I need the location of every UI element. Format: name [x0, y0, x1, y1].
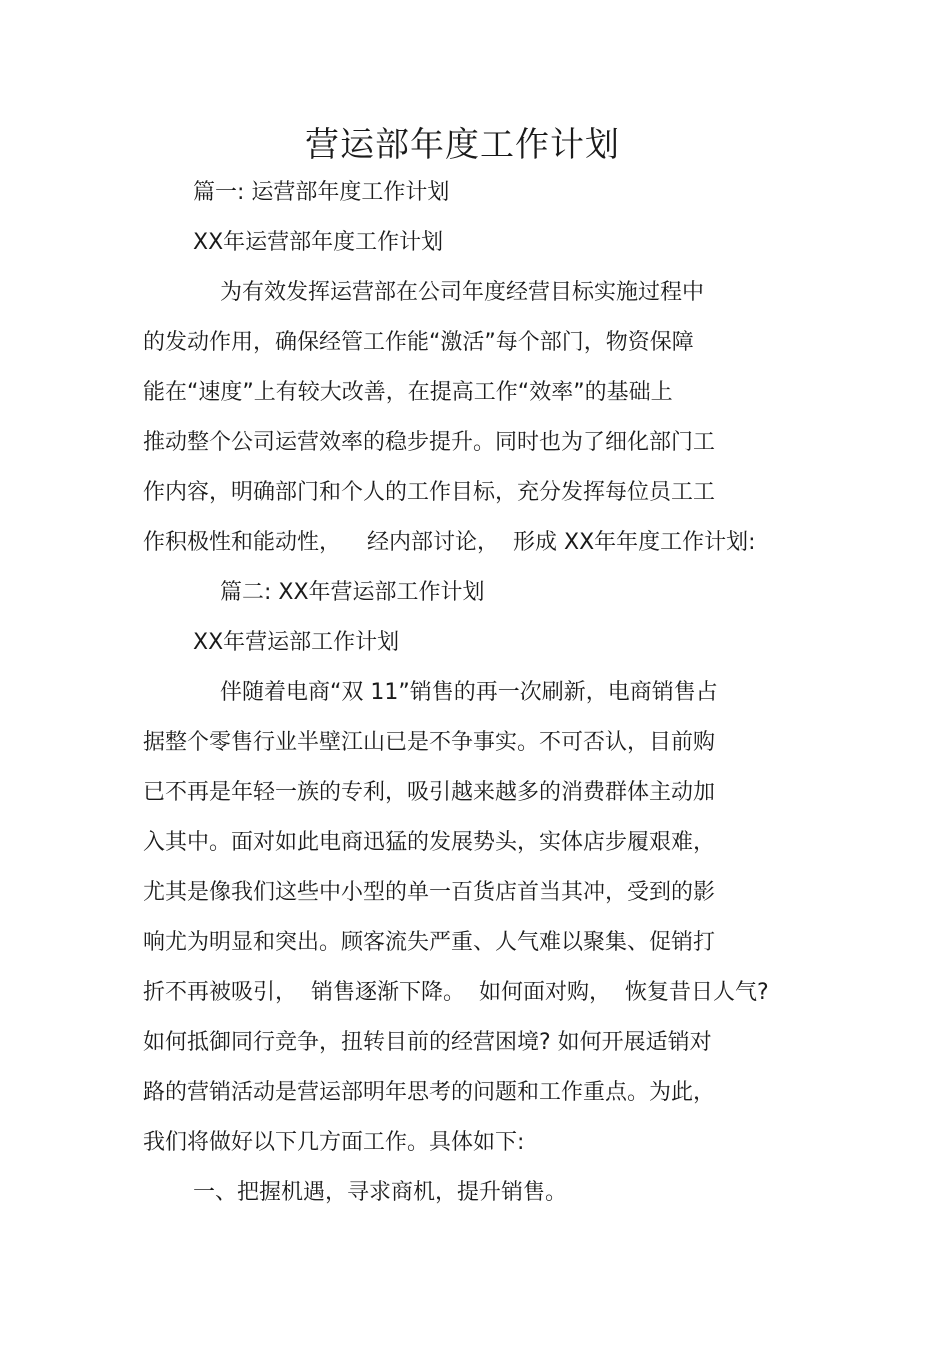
paragraph-line: 能在“速度”上有较大改善，在提高工作“效率”的基础上: [143, 380, 673, 405]
paragraph-line: 据整个零售行业半壁江山已是不争事实。不可否认，目前购: [143, 730, 716, 755]
section-heading-2: 篇二: XX年营运部工作计划: [220, 580, 485, 605]
text-segment: 如何面对购，: [479, 980, 612, 1005]
paragraph-line: [143, 978, 769, 1008]
paragraph-line: 伴随着电商“双 11”销售的再一次刷新，电商销售占: [220, 680, 718, 705]
subheading-1: XX年运营部年度工作计划: [193, 230, 444, 255]
paragraph-line: 我们将做好以下几方面工作。具体如下:: [143, 1130, 525, 1155]
document-title: 营运部年度工作计划: [305, 125, 620, 165]
text-segment: 折不再被吸引，: [143, 980, 298, 1005]
paragraph-line: 的发动作用，确保经管工作能“激活”每个部门，物资保障: [143, 330, 694, 355]
paragraph-line: 路的营销活动是营运部明年思考的问题和工作重点。为此，: [143, 1080, 716, 1105]
paragraph-line: 响尤为明显和突出。顾客流失严重、人气难以聚集、促销打: [143, 930, 716, 955]
text-segment: 恢复昔日人气?: [625, 980, 769, 1005]
section-heading-1: 篇一: 运营部年度工作计划: [193, 180, 450, 205]
paragraph-line: 如何抵御同行竞争，扭转目前的经营困境? 如何开展适销对: [143, 1030, 712, 1055]
paragraph-line: 尤其是像我们这些中小型的单一百货店首当其冲，受到的影: [143, 880, 716, 905]
paragraph-line: 推动整个公司运营效率的稳步提升。同时也为了细化部门工: [143, 430, 716, 455]
text-segment: 形成 XX年年度工作计划:: [513, 530, 756, 555]
list-item-heading: 一、把握机遇，寻求商机，提升销售。: [193, 1180, 568, 1205]
text-segment: 销售逐渐下降。: [311, 980, 466, 1005]
paragraph-line: [143, 528, 756, 558]
paragraph-line: 为有效发挥运营部在公司年度经营目标实施过程中: [220, 280, 705, 305]
paragraph-line: 入其中。面对如此电商迅猛的发展势头，实体店步履艰难，: [143, 830, 716, 855]
text-segment: 经内部讨论，: [367, 530, 500, 555]
paragraph-line: 作内容，明确部门和个人的工作目标，充分发挥每位员工工: [143, 480, 716, 505]
text-segment: 作积极性和能动性，: [143, 530, 342, 555]
subheading-2: XX年营运部工作计划: [193, 630, 400, 655]
paragraph-line: 已不再是年轻一族的专利，吸引越来越多的消费群体主动加: [143, 780, 716, 805]
